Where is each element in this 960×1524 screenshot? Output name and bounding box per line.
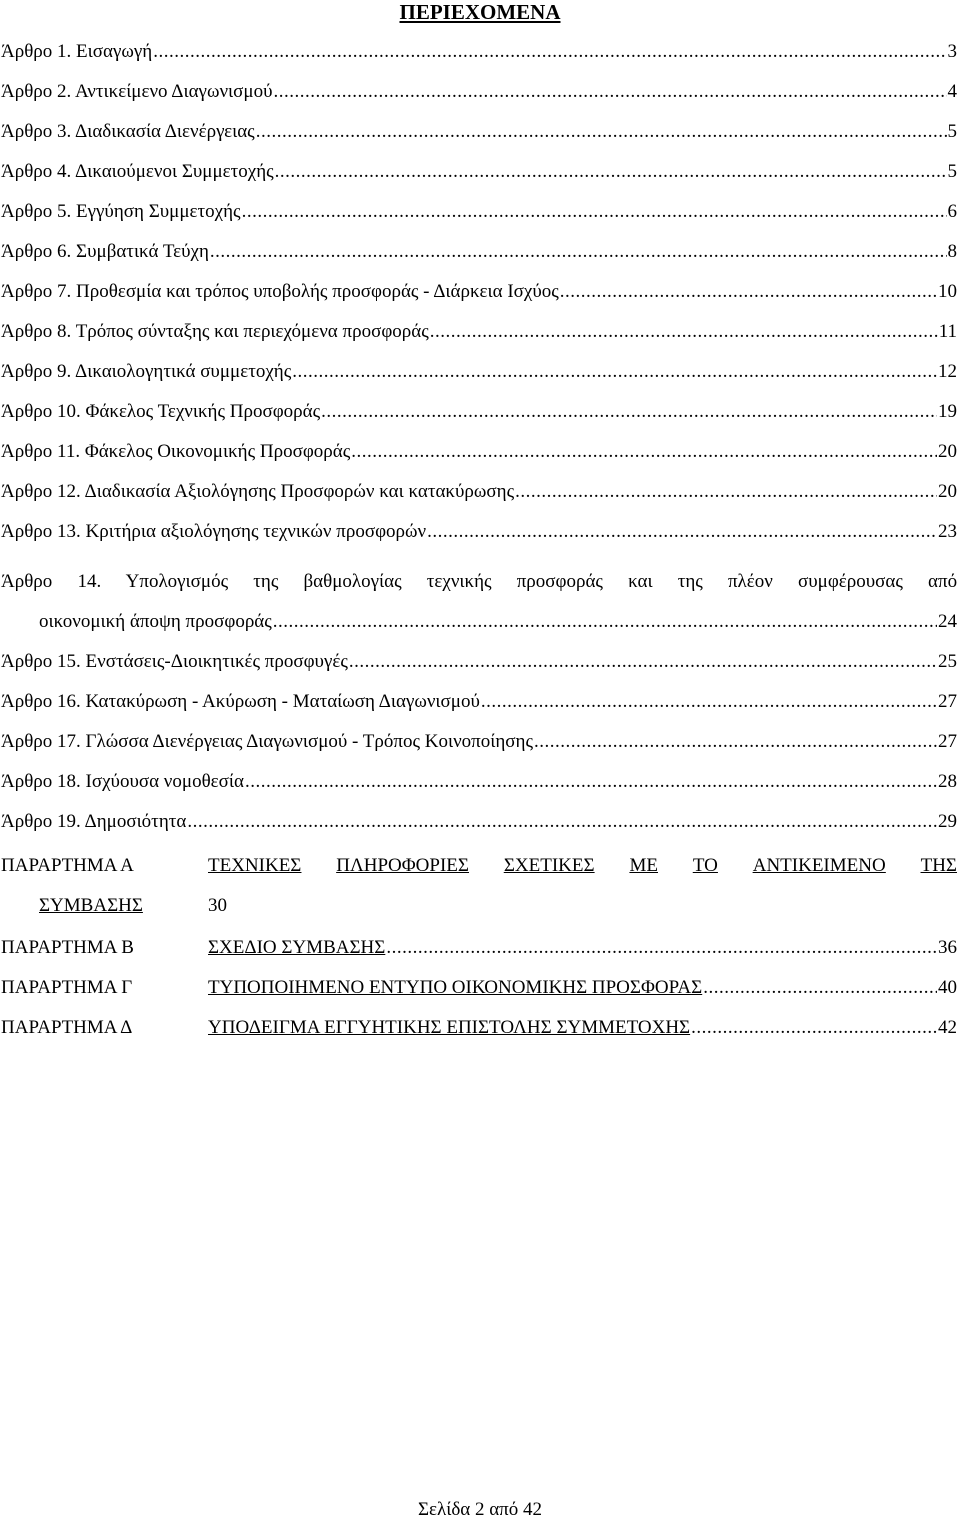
toc-entry-page: 28	[938, 771, 957, 792]
toc-appendix-a-line2[interactable]	[0, 888, 960, 928]
toc-entry-label: Άρθρο 9. Δικαιολογητικά συμμετοχής	[1, 361, 292, 382]
appendix-page: 30	[208, 895, 227, 916]
leader-dots	[275, 160, 947, 184]
appendix-page: 40	[938, 977, 957, 998]
leader-dots	[560, 280, 937, 304]
toc-entry-page: 12	[938, 361, 957, 382]
toc-entry-page: 29	[938, 811, 957, 832]
toc-entry-label: Άρθρο 11. Φάκελος Οικονομικής Προσφοράς	[1, 441, 351, 462]
toc-entry[interactable]	[0, 474, 960, 514]
toc-entry-label: Άρθρο 3. Διαδικασία Διενέργειας	[1, 121, 255, 142]
toc-entry-label: Άρθρο 1. Εισαγωγή	[1, 41, 153, 62]
leader-dots	[187, 810, 937, 834]
toc-entry-page: 23	[938, 521, 957, 542]
toc-entry-label: οικονομική άποψη προσφοράς	[39, 611, 272, 632]
toc-entry-label: Άρθρο 7. Προθεσμία και τρόπος υποβολής προσφοράς - Διάρκεια Ισχύος	[1, 281, 559, 302]
page-footer: Σελίδα 2 από 42	[417, 1499, 543, 1520]
toc-entry[interactable]	[0, 394, 960, 434]
toc-entry-page: 4	[947, 81, 957, 102]
toc-entry-label: Άρθρο 17. Γλώσσα Διενέργειας Διαγωνισμού - Τρόπος Κοινοποίησης	[1, 731, 534, 752]
toc-entry-page: 5	[947, 161, 957, 182]
toc-entry-page: 6	[947, 201, 957, 222]
toc-entry-14-line1: Άρθρο 14. Υπολογισμός της βαθμολογίας τεχνικής προσφοράς και της πλέον συμφέρουσας από	[1, 571, 958, 592]
toc-entry-page: 10	[938, 281, 957, 302]
leader-dots	[321, 400, 937, 424]
toc-entry-label: Άρθρο 19. Δημοσιότητα	[1, 811, 187, 832]
toc-entry-page: 20	[938, 481, 957, 502]
leader-dots	[245, 770, 937, 794]
toc-entry[interactable]	[0, 724, 960, 764]
toc-entry-label: Άρθρο 2. Αντικείμενο Διαγωνισμού	[1, 81, 273, 102]
toc-entry-page: 11	[938, 321, 957, 342]
toc-entry[interactable]	[0, 804, 960, 844]
toc-entry[interactable]	[0, 684, 960, 724]
leader-dots	[349, 650, 937, 674]
toc-entry-label: Άρθρο 15. Ενστάσεις-Διοικητικές προσφυγές	[1, 651, 348, 672]
leader-dots	[703, 976, 937, 1000]
leader-dots	[273, 80, 946, 104]
toc-appendix[interactable]	[0, 1010, 960, 1050]
toc-entry-14[interactable]	[0, 564, 960, 604]
toc-entry[interactable]	[0, 354, 960, 394]
appendix-code: ΠΑΡΑΡΤΗΜΑ Δ	[1, 1017, 133, 1038]
toc-entry[interactable]	[0, 34, 960, 74]
leader-dots	[242, 200, 947, 224]
toc-entry[interactable]	[0, 154, 960, 194]
appendix-title: ΤΥΠΟΠΟΙΗΜΕΝΟ ΕΝΤΥΠΟ ΟΙΚΟΝΟΜΙΚΗΣ ΠΡΟΣΦΟΡΑΣ	[208, 977, 703, 998]
toc-entry-page: 24	[938, 611, 957, 632]
toc-entry-label: Άρθρο 6. Συμβατικά Τεύχη	[1, 241, 209, 262]
toc-entry[interactable]	[0, 274, 960, 314]
toc-entry-label: Άρθρο 4. Δικαιούμενοι Συμμετοχής	[1, 161, 274, 182]
leader-dots	[430, 320, 938, 344]
toc-appendix[interactable]	[0, 970, 960, 1010]
appendix-page: 42	[938, 1017, 957, 1038]
leader-dots	[534, 730, 937, 754]
toc-entry-page: 27	[938, 731, 957, 752]
leader-dots	[273, 610, 937, 634]
toc-entry[interactable]	[0, 764, 960, 804]
toc-entry[interactable]	[0, 234, 960, 274]
toc-entry-label: Άρθρο 8. Τρόπος σύνταξης και περιεχόμενα προσφοράς	[1, 321, 429, 342]
leader-dots	[153, 40, 946, 64]
leader-dots	[427, 520, 937, 544]
leader-dots	[691, 1016, 937, 1040]
appendix-code: ΠΑΡΑΡΤΗΜΑ Β	[1, 937, 134, 958]
toc-entry-label: Άρθρο 10. Φάκελος Τεχνικής Προσφοράς	[1, 401, 321, 422]
appendix-title-line2: ΣΥΜΒΑΣΗΣ	[39, 895, 143, 916]
leader-dots	[210, 240, 947, 264]
toc-appendix[interactable]	[0, 930, 960, 970]
leader-dots	[256, 120, 947, 144]
toc-title: ΠΕΡΙΕΧΟΜΕΝΑ	[399, 0, 561, 24]
toc-entry-page: 25	[938, 651, 957, 672]
appendix-code: ΠΑΡΑΡΤΗΜΑ Γ	[1, 977, 133, 998]
toc-entry[interactable]	[0, 644, 960, 684]
toc-entry-label: Άρθρο 12. Διαδικασία Αξιολόγησης Προσφορών και κατακύρωσης	[1, 481, 515, 502]
leader-dots	[481, 690, 937, 714]
toc-entry[interactable]	[0, 314, 960, 354]
appendix-page: 36	[938, 937, 957, 958]
leader-dots	[351, 440, 937, 464]
toc-entry[interactable]	[0, 114, 960, 154]
toc-entry-label: Άρθρο 16. Κατακύρωση - Ακύρωση - Ματαίωση Διαγωνισμού	[1, 691, 480, 712]
appendix-code: ΠΑΡΑΡΤΗΜΑ Α	[1, 855, 134, 876]
toc-entry[interactable]	[0, 74, 960, 114]
toc-entry-label: Άρθρο 13. Κριτήρια αξιολόγησης τεχνικών προσφορών	[1, 521, 427, 542]
toc-entry-page: 5	[947, 121, 957, 142]
toc-entry[interactable]	[0, 194, 960, 234]
appendix-title: ΥΠΟΔΕΙΓΜΑ ΕΓΓΥΗΤΙΚΗΣ ΕΠΙΣΤΟΛΗΣ ΣΥΜΜΕΤΟΧΗΣ	[208, 1017, 691, 1038]
toc-entry-page: 8	[947, 241, 957, 262]
toc-entry-14-line2[interactable]	[0, 604, 960, 644]
toc-entry-label: Άρθρο 5. Εγγύηση Συμμετοχής	[1, 201, 241, 222]
leader-dots	[292, 360, 937, 384]
toc-entry[interactable]	[0, 434, 960, 474]
toc-entry-page: 19	[938, 401, 957, 422]
toc-entry-page: 3	[947, 41, 957, 62]
leader-dots	[386, 936, 937, 960]
appendix-title-line1: ΤΕΧΝΙΚΕΣ ΠΛΗΡΟΦΟΡΙΕΣ ΣΧΕΤΙΚΕΣ ΜΕ ΤΟ ΑΝΤΙΚΕΙΜΕΝΟ ΤΗΣ	[208, 855, 957, 876]
toc-entry-page: 20	[938, 441, 957, 462]
toc-appendix-a[interactable]	[0, 848, 960, 888]
toc-entry-label: Άρθρο 18. Ισχύουσα νομοθεσία	[1, 771, 244, 792]
toc-entry[interactable]	[0, 514, 960, 554]
leader-dots	[515, 480, 937, 504]
appendix-title: ΣΧΕΔΙΟ ΣΥΜΒΑΣΗΣ	[208, 937, 386, 958]
toc-entry-page: 27	[938, 691, 957, 712]
